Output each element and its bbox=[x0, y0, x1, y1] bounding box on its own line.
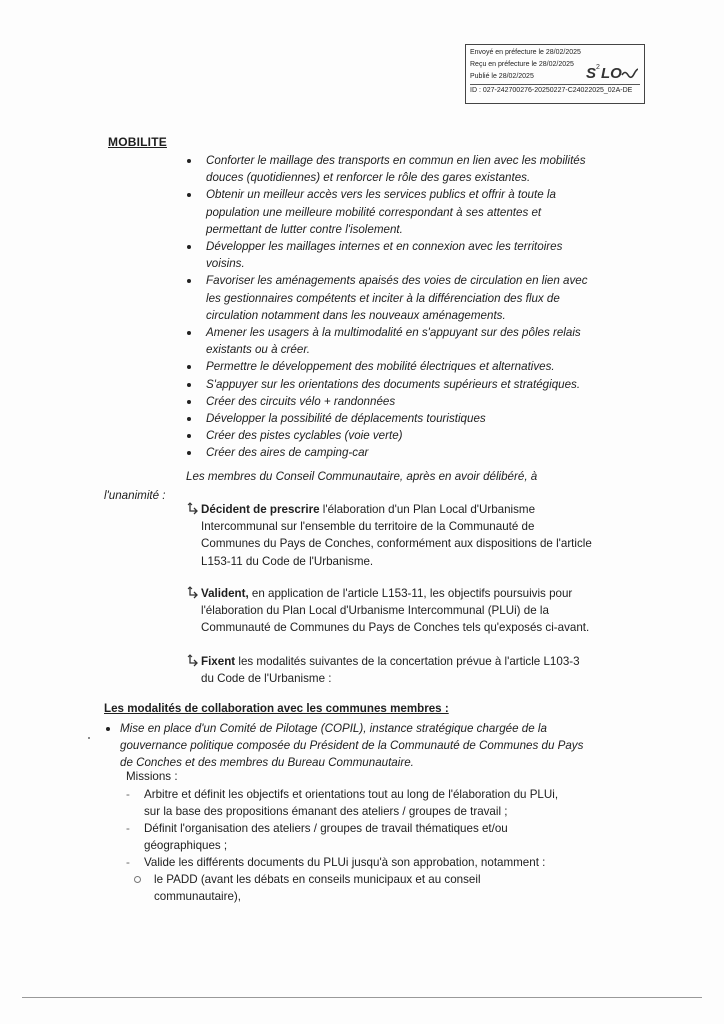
bullet-icon bbox=[187, 159, 191, 163]
decision-text: l'élaboration du Plan Local d'Urbanisme Intercommunal (PLUi) de la bbox=[201, 604, 549, 618]
stamp-sent-date: Envoyé en préfecture le 28/02/2025 bbox=[470, 49, 581, 56]
stamp-published-date: Publié le 28/02/2025 bbox=[470, 73, 534, 80]
stamp-received-date: Reçu en préfecture le 28/02/2025 bbox=[470, 61, 574, 68]
mission-line: géographiques ; bbox=[144, 839, 228, 852]
decision-text: L153-11 du Code de l'Urbanisme. bbox=[201, 554, 374, 568]
council-intro: Les membres du Conseil Communautaire, après en avoir délibéré, à bbox=[186, 470, 538, 483]
circle-bullet-icon bbox=[134, 876, 141, 883]
objective-item bbox=[185, 238, 625, 272]
objective-line: Permettre le développement des mobilité électriques et alternatives. bbox=[206, 360, 555, 374]
objective-item bbox=[185, 393, 625, 410]
mission-item bbox=[126, 786, 626, 820]
mission-line: sur la base des propositions émanant des ateliers / groupes de travail ; bbox=[144, 805, 508, 818]
objective-item bbox=[185, 186, 625, 238]
decision-keyword: Valident, bbox=[201, 587, 249, 600]
sub-missions-list bbox=[126, 871, 626, 905]
mobility-objectives-list bbox=[185, 152, 625, 462]
mission-item bbox=[126, 820, 626, 854]
decision-text: Communauté de Communes du Pays de Conches tels qu'exposés ci-avant. bbox=[201, 621, 590, 635]
prefecture-stamp bbox=[465, 44, 645, 104]
mission-line: Valide les différents documents du PLUi jusqu'à son approbation, notamment : bbox=[144, 856, 546, 869]
objective-line: Amener les usagers à la multimodalité en s'appuyant sur des pôles relais bbox=[206, 326, 581, 340]
copil-paragraph bbox=[104, 720, 624, 771]
decision-text: Intercommunal sur l'ensemble du territoire de la Communauté de bbox=[201, 520, 535, 534]
mission-item bbox=[126, 854, 626, 871]
decision-keyword: Fixent bbox=[201, 655, 236, 668]
objective-item bbox=[185, 376, 625, 393]
objective-line: les gestionnaires compétents et inciter à la différenciation des flux de bbox=[206, 291, 560, 305]
decision-text: l'élaboration d'un Plan Local d'Urbanisme bbox=[319, 503, 536, 516]
decision-text: en application de l'article L153-11, les objectifs poursuivis pour bbox=[248, 587, 573, 600]
objective-line: Développer les maillages internes et en connexion avec les territoires bbox=[206, 240, 563, 254]
objective-line: existants ou à créer. bbox=[206, 343, 310, 357]
objective-line: Conforter le maillage des transports en commun en lien avec les mobilités bbox=[206, 154, 586, 167]
objective-item bbox=[185, 427, 625, 444]
missions-list bbox=[126, 786, 626, 905]
bullet-icon bbox=[187, 417, 191, 421]
bullet-icon bbox=[187, 400, 191, 404]
slo-signature-logo bbox=[586, 59, 638, 85]
sub-mission-line: communautaire), bbox=[154, 890, 241, 903]
copil-line: Mise en place d'un Comité de Pilotage (COPIL), instance stratégique chargée de la bbox=[120, 722, 547, 735]
bullet-icon bbox=[187, 451, 191, 455]
decision-prescribe bbox=[186, 501, 626, 570]
objective-line: Créer des circuits vélo + randonnées bbox=[206, 394, 396, 408]
objective-line: circulation notamment dans les nouveaux aménagements. bbox=[206, 308, 506, 322]
objective-line: permettant de lutter contre l'isolement. bbox=[206, 222, 403, 236]
missions-label: Missions : bbox=[126, 770, 178, 783]
svg-text:LO: LO bbox=[601, 65, 622, 82]
bullet-icon bbox=[187, 383, 191, 387]
decision-text: du Code de l'Urbanisme : bbox=[201, 672, 332, 686]
dash-bullet: - bbox=[126, 788, 130, 801]
svg-text:S: S bbox=[586, 65, 597, 82]
mission-line: Définit l'organisation des ateliers / groupes de travail thématiques et/ou bbox=[144, 822, 508, 835]
mission-line: Arbitre et définit les objectifs et orientations tout au long de l'élaboration du PLUi, bbox=[144, 788, 559, 801]
svg-text:2: 2 bbox=[596, 64, 600, 71]
objective-line: Développer la possibilité de déplacements touristiques bbox=[206, 412, 486, 426]
hooked-arrow-icon bbox=[186, 502, 200, 516]
objective-line: douces (quotidiennes) et renforcer le rôle des gares existantes. bbox=[206, 171, 531, 185]
scan-mark bbox=[88, 737, 90, 739]
bullet-icon bbox=[187, 279, 191, 283]
section-heading-mobilite: MOBILITE bbox=[108, 135, 167, 149]
objective-line: Favoriser les aménagements apaisés des voies de circulation en lien avec bbox=[206, 274, 588, 288]
objective-item bbox=[185, 324, 625, 358]
page-bottom-rule bbox=[22, 997, 702, 998]
objective-line: Créer des aires de camping-car bbox=[206, 446, 369, 460]
decision-text: les modalités suivantes de la concertation prévue à l'article L103-3 bbox=[235, 655, 580, 668]
objective-line: voisins. bbox=[206, 257, 245, 271]
objective-line: Créer des pistes cyclables (voie verte) bbox=[206, 429, 403, 443]
bullet-icon bbox=[187, 193, 191, 197]
objective-item bbox=[185, 410, 625, 427]
bullet-icon bbox=[187, 331, 191, 335]
objective-item bbox=[185, 272, 625, 324]
bullet-icon bbox=[187, 365, 191, 369]
unanimity-label: l'unanimité : bbox=[104, 489, 166, 502]
objective-line: S'appuyer sur les orientations des documents supérieurs et stratégiques. bbox=[206, 377, 581, 391]
decision-fix bbox=[186, 653, 626, 687]
objective-line: Obtenir un meilleur accès vers les services publics et offrir à toute la bbox=[206, 188, 556, 202]
decision-keyword: Décident de prescrire bbox=[201, 503, 320, 516]
stamp-id: ID : 027-242700276-20250227-C24022025_02A-DE bbox=[470, 84, 640, 97]
dash-bullet: - bbox=[126, 856, 130, 869]
copil-line: de Conches et des membres du Bureau Communautaire. bbox=[120, 756, 414, 769]
sub-mission-item bbox=[126, 871, 626, 905]
bullet-icon bbox=[106, 727, 110, 731]
objective-line: population une meilleure mobilité correspondant à ses attentes et bbox=[206, 205, 542, 219]
objective-item bbox=[185, 152, 625, 186]
hooked-arrow-icon bbox=[186, 586, 200, 600]
section-heading-collaboration: Les modalités de collaboration avec les communes membres : bbox=[104, 702, 449, 715]
decision-text: Communes du Pays de Conches, conformément aux dispositions de l'article bbox=[201, 537, 592, 551]
hooked-arrow-icon bbox=[186, 654, 200, 668]
objective-item bbox=[185, 358, 625, 375]
dash-bullet: - bbox=[126, 822, 130, 835]
decision-validate bbox=[186, 585, 626, 637]
bullet-icon bbox=[187, 434, 191, 438]
objective-item bbox=[185, 444, 625, 461]
bullet-icon bbox=[187, 245, 191, 249]
copil-line: gouvernance politique composée du Président de la Communauté de Communes du Pays bbox=[120, 739, 584, 752]
sub-mission-line: le PADD (avant les débats en conseils municipaux et au conseil bbox=[154, 873, 481, 886]
